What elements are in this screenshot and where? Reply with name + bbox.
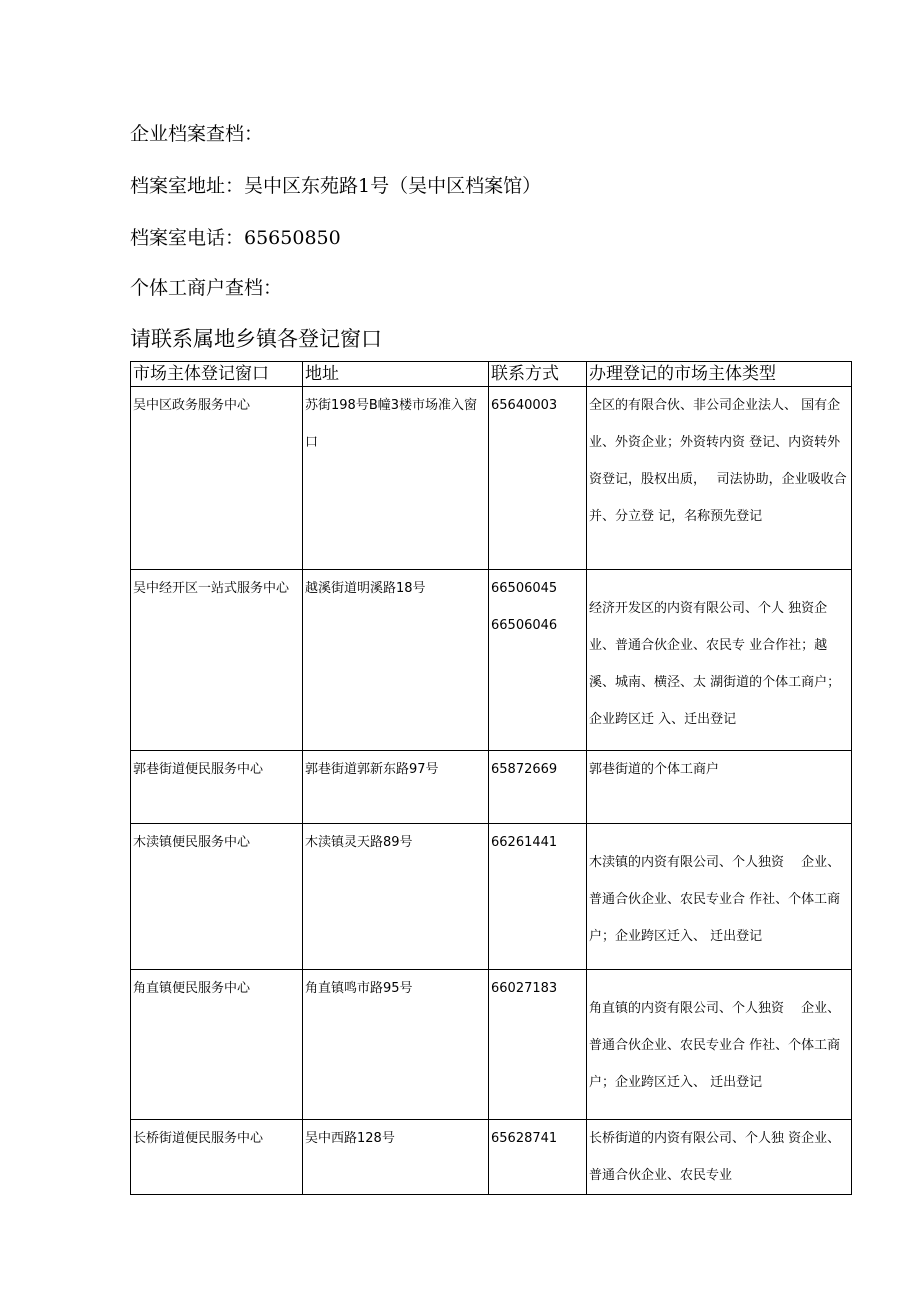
table-row bbox=[131, 387, 852, 570]
cell-types bbox=[587, 570, 852, 751]
header-window: 市场主体登记窗口 bbox=[131, 362, 303, 387]
types-text: 经济开发区的内资有限公司、个人 独资企业、普通合伙企业、农民专 业合作社；越溪、城南、横泾、太 湖街道的个体工商户； 企业跨区迁 入、迁出登记 bbox=[589, 601, 841, 727]
cell-contact: 65640003 bbox=[489, 387, 587, 570]
types-spacer bbox=[589, 970, 849, 990]
table-row bbox=[131, 970, 852, 1120]
cell-contact: 65872669 bbox=[489, 751, 587, 824]
types-spacer bbox=[589, 824, 849, 844]
cell-window: 吴中区政务服务中心 bbox=[131, 387, 303, 570]
cell-window: 角直镇便民服务中心 bbox=[131, 970, 303, 1120]
cell-window: 吴中经开区一站式服务中心 bbox=[131, 570, 303, 751]
cell-contact: 66027183 bbox=[489, 970, 587, 1120]
cell-types bbox=[587, 970, 852, 1120]
table-row bbox=[131, 751, 852, 824]
table-row bbox=[131, 824, 852, 970]
archive-phone: 档案室电话：65650850 bbox=[130, 227, 341, 249]
cell-types: 全区的有限合伙、非公司企业法人、 国有企业、外资企业；外资转内资 登记、内资转外资登记，股权出质， 司法协助，企业吸收合并、分立登 记，名称预先登记 bbox=[587, 387, 852, 570]
individual-archive-heading: 个体工商户查档： bbox=[130, 277, 283, 299]
cell-contact-group bbox=[489, 570, 587, 751]
cell-contact: 65628741 bbox=[489, 1120, 587, 1195]
cell-contact-secondary: 66506046 bbox=[491, 618, 558, 633]
cell-contact: 66506045 bbox=[491, 581, 558, 596]
cell-window: 木渎镇便民服务中心 bbox=[131, 824, 303, 970]
header-contact: 联系方式 bbox=[489, 362, 587, 387]
table-row bbox=[131, 570, 852, 751]
cell-types: 长桥街道的内资有限公司、个人独 资企业、普通合伙企业、农民专业 bbox=[587, 1120, 852, 1195]
archive-address: 档案室地址：吴中区东苑路1号（吴中区档案馆） bbox=[130, 175, 542, 197]
cell-contact: 66261441 bbox=[489, 824, 587, 970]
cell-types bbox=[587, 824, 852, 970]
cell-address: 越溪街道明溪路18号 bbox=[303, 570, 489, 751]
types-text: 木渎镇的内资有限公司、个人独资 企业、普通合伙企业、农民专业合 作社、个体工商户；企业跨区迁入、 迁出登记 bbox=[589, 855, 841, 944]
header-address: 地址 bbox=[303, 362, 489, 387]
cell-window: 长桥街道便民服务中心 bbox=[131, 1120, 303, 1195]
cell-address: 角直镇鸣市路95号 bbox=[303, 970, 489, 1120]
enterprise-archive-heading: 企业档案查档： bbox=[130, 123, 264, 145]
registration-window-table bbox=[130, 361, 852, 1195]
cell-address: 木渎镇灵天路89号 bbox=[303, 824, 489, 970]
contact-instruction: 请联系属地乡镇各登记窗口 bbox=[130, 327, 382, 351]
cell-types: 郭巷街道的个体工商户 bbox=[587, 751, 852, 824]
header-types: 办理登记的市场主体类型 bbox=[587, 362, 852, 387]
table-row bbox=[131, 1120, 852, 1195]
types-text: 角直镇的内资有限公司、个人独资 企业、普通合伙企业、农民专业合 作社、个体工商户；企业跨区迁入、 迁出登记 bbox=[589, 1001, 841, 1090]
types-spacer bbox=[589, 570, 849, 590]
table-header-row bbox=[131, 362, 852, 387]
cell-address: 苏街198号B幢3楼市场准入窗口 bbox=[303, 387, 489, 570]
cell-address: 吴中西路128号 bbox=[303, 1120, 489, 1195]
cell-window: 郭巷街道便民服务中心 bbox=[131, 751, 303, 824]
cell-address: 郭巷街道郭新东路97号 bbox=[303, 751, 489, 824]
